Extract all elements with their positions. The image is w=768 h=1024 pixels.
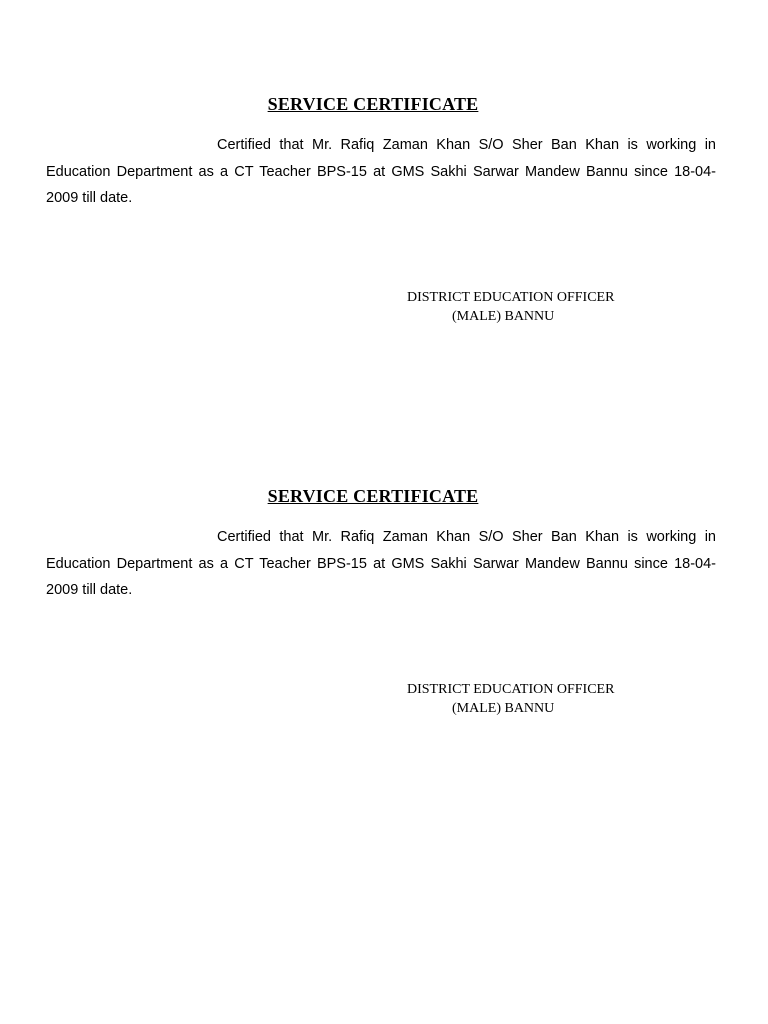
signature-block [407, 680, 667, 718]
signature-title: DISTRICT EDUCATION OFFICER [407, 290, 615, 305]
signature-office: (MALE) BANNU [452, 701, 555, 716]
certificate-body: Certified that Mr. Rafiq Zaman Khan S/O Sher Ban Khan is working in Education Department as a CT Teacher BPS-15 at GMS Sakhi Sarwar Mandew Bannu since 18-04-2009 till date. [46, 529, 716, 598]
signature-title: DISTRICT EDUCATION OFFICER [407, 682, 615, 697]
signature-office: (MALE) BANNU [452, 309, 555, 324]
certificate-title: SERVICE CERTIFICATE [267, 94, 479, 114]
service-certificate-1 [0, 0, 768, 392]
certificate-title: SERVICE CERTIFICATE [267, 486, 479, 506]
certificate-body: Certified that Mr. Rafiq Zaman Khan S/O Sher Ban Khan is working in Education Department as a CT Teacher BPS-15 at GMS Sakhi Sarwar Mandew Bannu since 18-04-2009 till date. [46, 137, 716, 206]
service-certificate-2 [0, 392, 768, 784]
signature-block [407, 288, 667, 326]
